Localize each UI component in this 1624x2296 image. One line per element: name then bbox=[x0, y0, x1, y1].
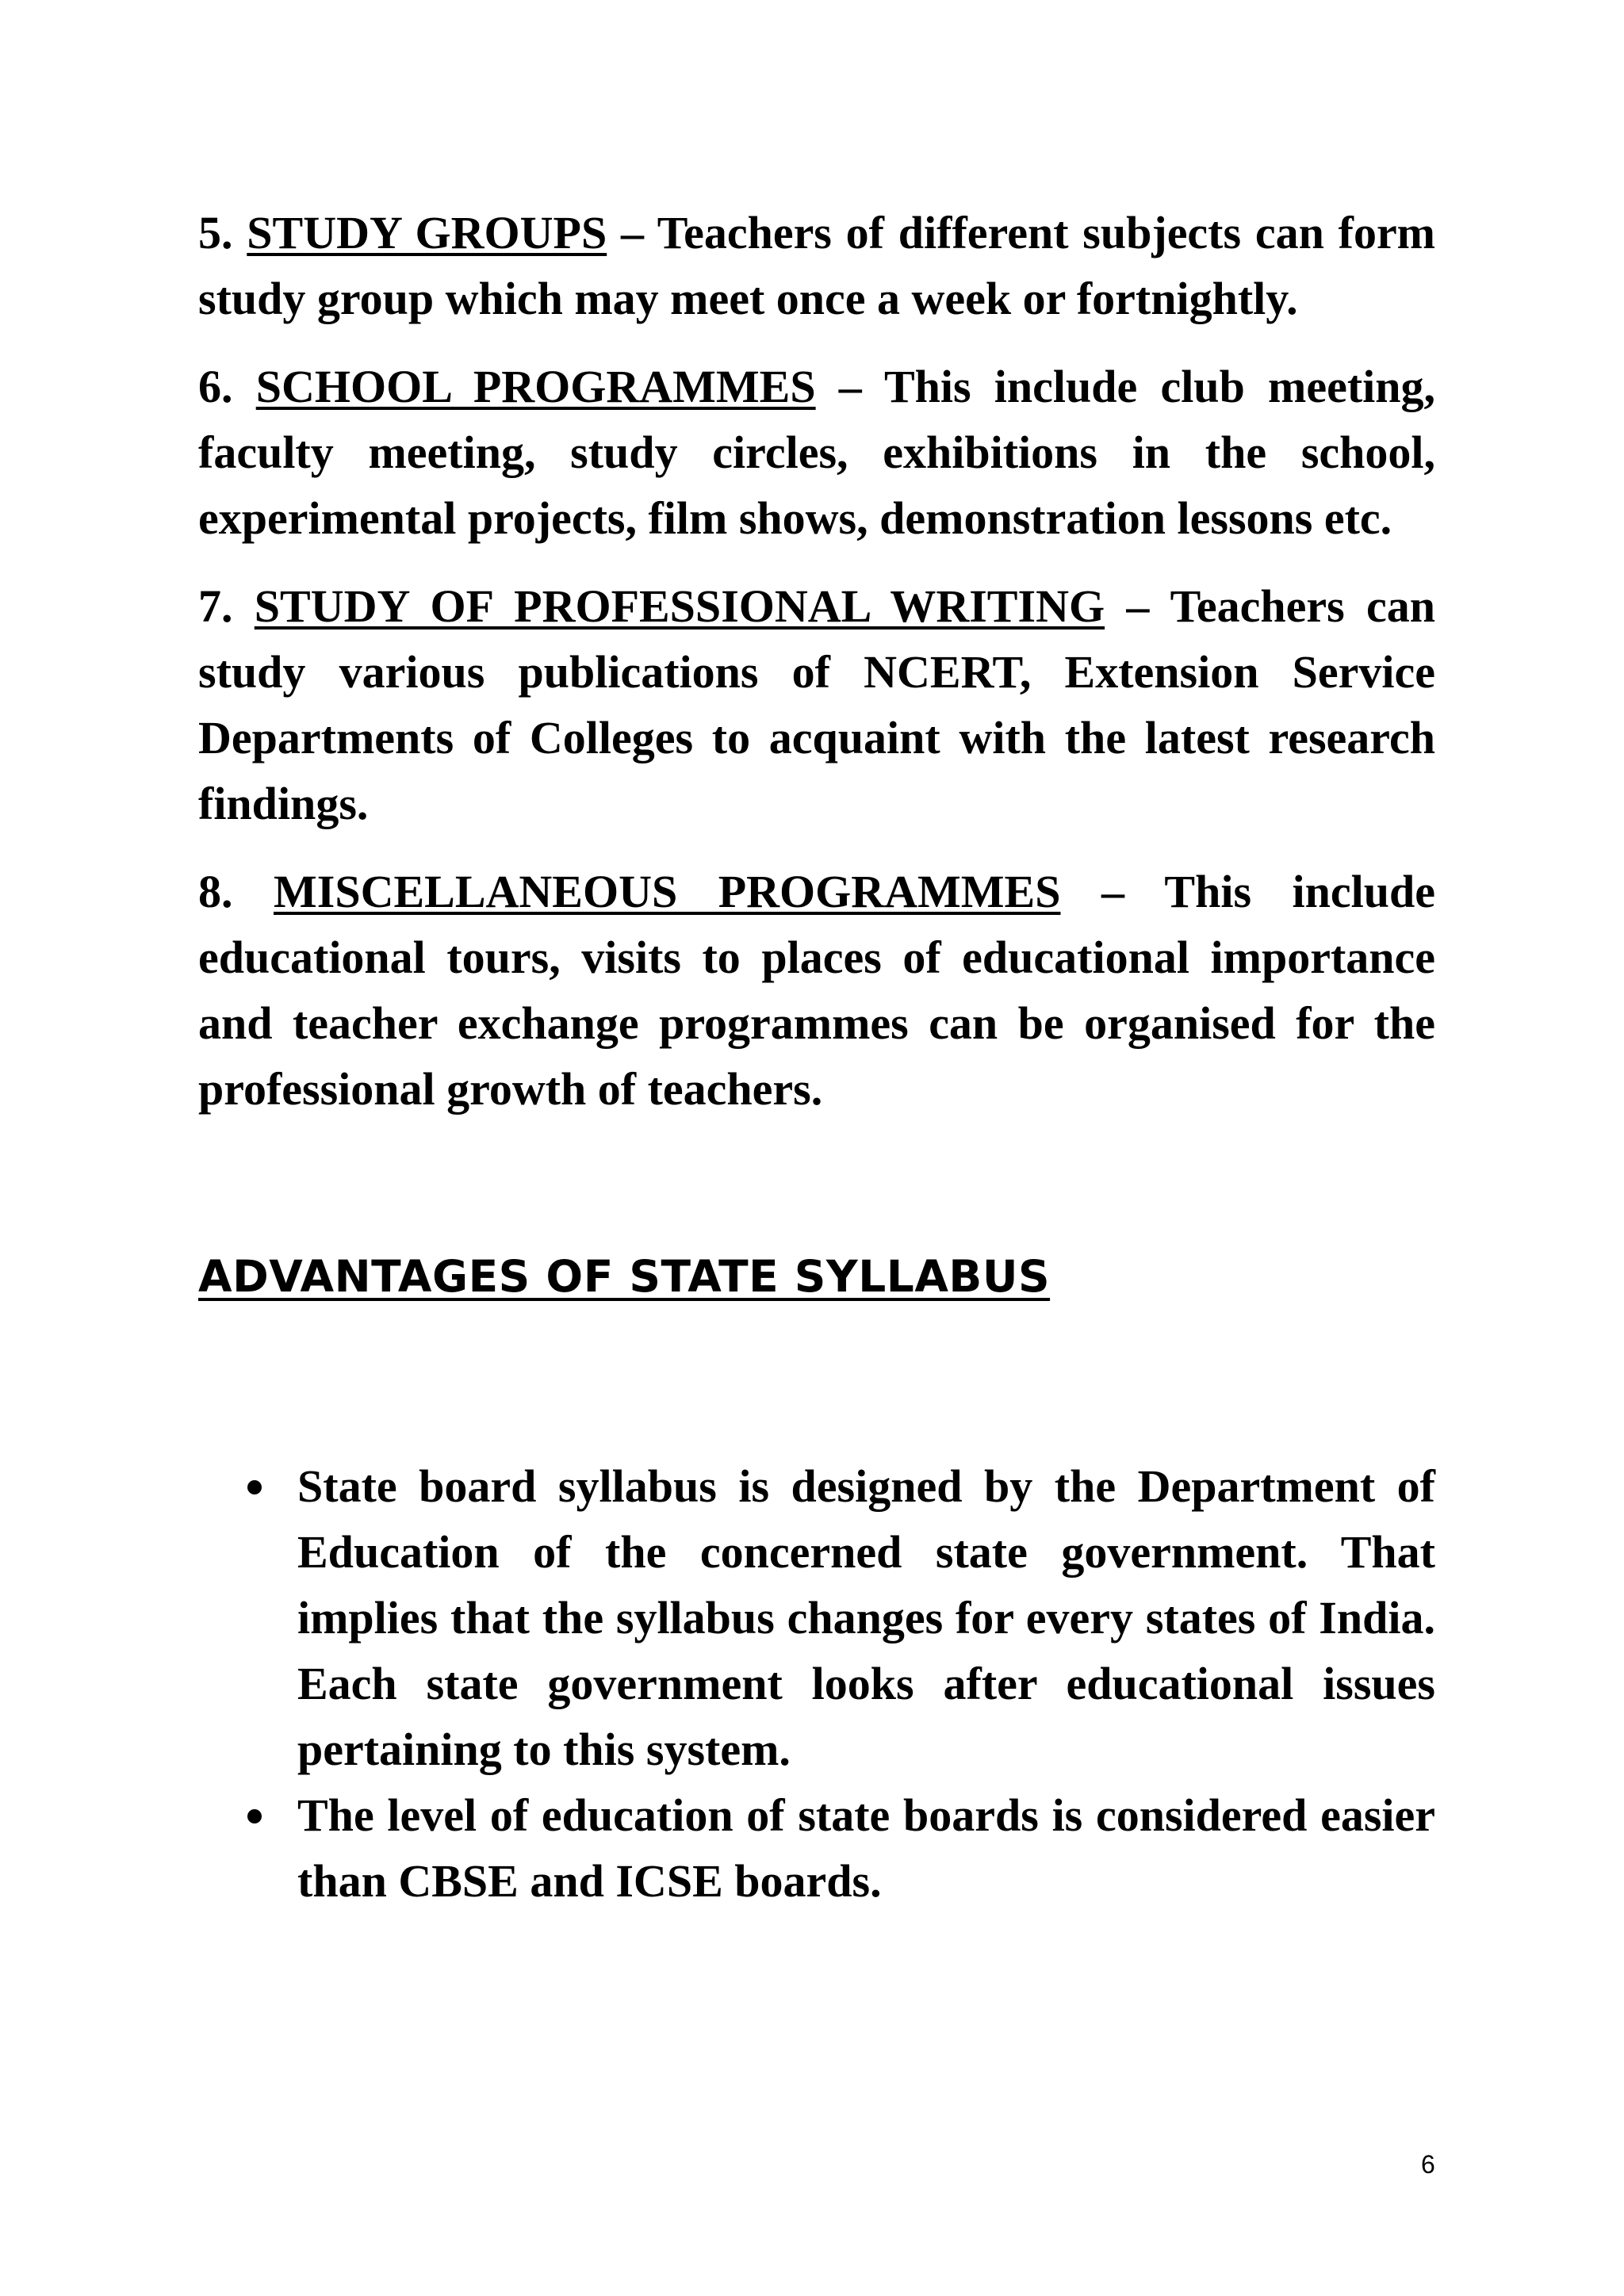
numbered-item-7 bbox=[198, 573, 1435, 836]
list-item-text: State board syllabus is designed by the Department of Education of the concerned state government. That implies that the syllabus changes for every states of India. Each state government looks after educational issues pertaining to this system. bbox=[297, 1460, 1435, 1775]
advantages-list bbox=[198, 1453, 1435, 1914]
item-text: Teachers of different subjects can form study group which may meet once a week or fortnightly. bbox=[198, 207, 1435, 324]
item-number: 5. bbox=[198, 207, 233, 258]
numbered-item-8 bbox=[198, 859, 1435, 1122]
item-separator: – bbox=[607, 207, 657, 258]
numbered-item-6 bbox=[198, 354, 1435, 551]
item-separator: – bbox=[1105, 580, 1170, 632]
item-separator: – bbox=[815, 361, 884, 412]
item-separator: – bbox=[1060, 866, 1165, 917]
item-number: 6. bbox=[198, 361, 233, 412]
bullet-icon bbox=[247, 1809, 262, 1823]
item-text: This include educational tours, visits to places of educational importance and teacher exchange programmes can be organised for the professional growth of teachers. bbox=[198, 866, 1436, 1115]
item-text: This include club meeting, faculty meeting, study circles, exhibitions in the school, experimental projects, film shows, demonstration lessons etc. bbox=[198, 361, 1435, 544]
section-heading: ADVANTAGES OF STATE SYLLABUS bbox=[198, 1251, 1051, 1302]
list-item-text: The level of education of state boards is considered easier than CBSE and ICSE boards. bbox=[297, 1789, 1435, 1907]
page-content bbox=[198, 200, 1435, 1914]
numbered-item-5 bbox=[198, 200, 1435, 331]
list-item bbox=[198, 1453, 1435, 1782]
page-number: 6 bbox=[1421, 2150, 1435, 2179]
item-term: STUDY GROUPS bbox=[247, 207, 607, 258]
item-text: Teachers can study various publications of NCERT, Extension Service Departments of Colleges to acquaint with the latest research findings. bbox=[198, 580, 1435, 829]
item-number: 7. bbox=[198, 580, 233, 632]
list-item bbox=[198, 1782, 1435, 1914]
item-term: MISCELLANEOUS PROGRAMMES bbox=[274, 866, 1061, 917]
bullet-icon bbox=[247, 1480, 262, 1494]
item-number: 8. bbox=[198, 866, 233, 917]
item-term: SCHOOL PROGRAMMES bbox=[255, 361, 816, 412]
item-term: STUDY OF PROFESSIONAL WRITING bbox=[254, 580, 1105, 632]
